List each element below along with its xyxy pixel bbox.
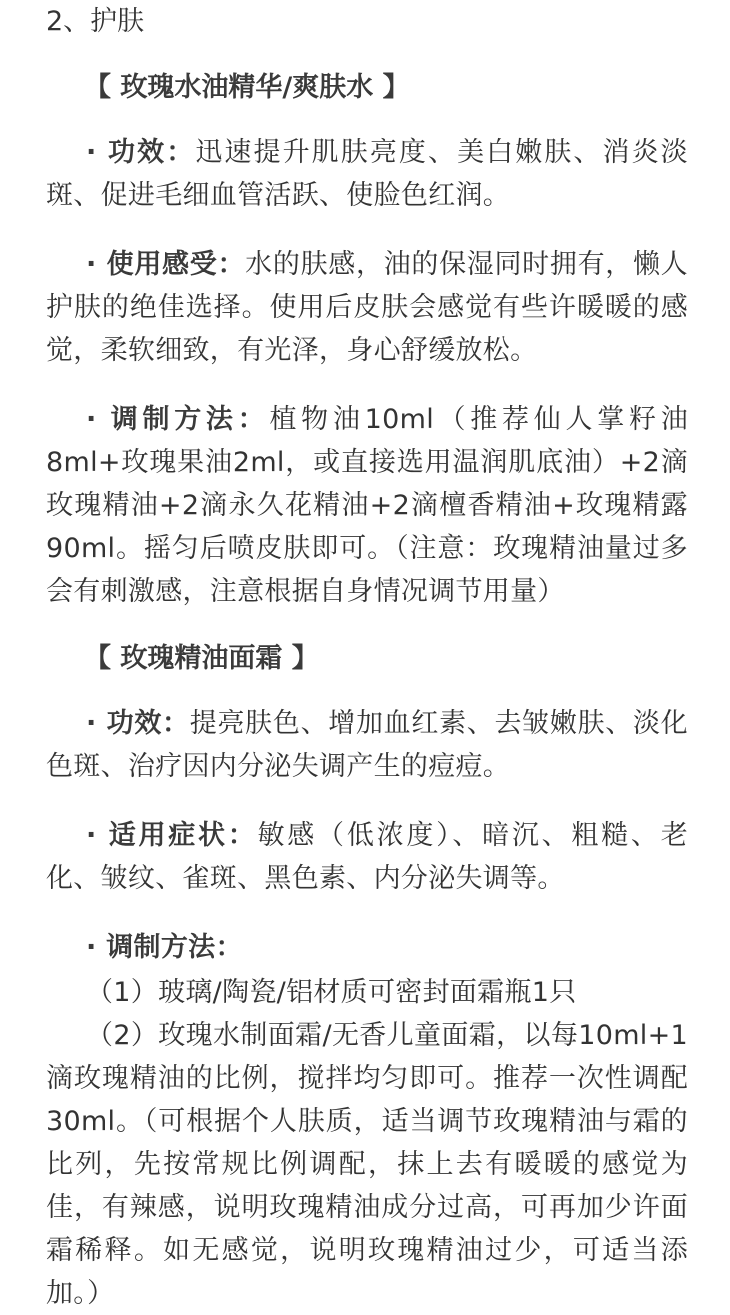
method-label: · 调制方法： [86, 404, 270, 435]
rose-toner-effect [46, 131, 688, 217]
rose-toner-title: 【 玫瑰水油精华/爽肤水 】 [84, 72, 410, 103]
rose-cream-title: 【 玫瑰精油面霜 】 [84, 643, 319, 674]
rose-toner-feeling [46, 243, 688, 372]
method-text: 植物油10ml（推荐仙人掌籽油8ml+玫瑰果油2ml，或直接选用温润肌底油）+2滴玫瑰精油+2滴永久花精油+2滴檀香精油+玫瑰精露90ml。摇匀后喷皮肤即可。（注意：玫瑰精油量过多会有刺激感，注意根据自身情况调节用量） [46, 404, 688, 607]
effect-text: 迅速提升肌肤亮度、美白嫩肤、消炎淡斑、促进毛细血管活跃、使脸色红润。 [46, 137, 688, 211]
feeling-text: 水的肤感，油的保湿同时拥有，懒人护肤的绝佳选择。使用后皮肤会感觉有些许暖暖的感觉，柔软细致，有光泽，身心舒缓放松。 [46, 249, 688, 366]
rose-cream-method [46, 926, 688, 969]
rose-cream-step-2: （2）玫瑰水制面霜/无香儿童面霜，以每10ml+1滴玫瑰精油的比例，搅拌均匀即可。推荐一次性调配30ml。（可根据个人肤质，适当调节玫瑰精油与霜的比列，先按常规比例调配，抹上去有暖暖的感觉为佳，有辣感，说明玫瑰精油成分过高，可再加少许面霜稀释。如无感觉，说明玫瑰精油过少，可适当添加。） [46, 1020, 688, 1309]
rose-cream-effect [46, 702, 688, 788]
rose-cream-symptoms [46, 814, 688, 900]
method-label: · 调制方法： [86, 932, 243, 963]
section-heading: 2、护肤 [46, 6, 145, 37]
symptoms-label: · 适用症状： [86, 820, 258, 851]
symptoms-text: 敏感（低浓度）、暗沉、粗糙、老化、皱纹、雀斑、黑色素、内分泌失调等。 [46, 820, 688, 894]
feeling-label: · 使用感受： [86, 249, 246, 280]
effect-label: · 功效： [86, 708, 190, 739]
effect-text: 提亮肤色、增加血红素、去皱嫩肤、淡化色斑、治疗因内分泌失调产生的痘痘。 [46, 708, 688, 782]
effect-label: · 功效： [86, 137, 196, 168]
rose-cream-step-1: （1）玻璃/陶瓷/铝材质可密封面霜瓶1只 [86, 977, 577, 1008]
rose-toner-method [46, 398, 688, 613]
